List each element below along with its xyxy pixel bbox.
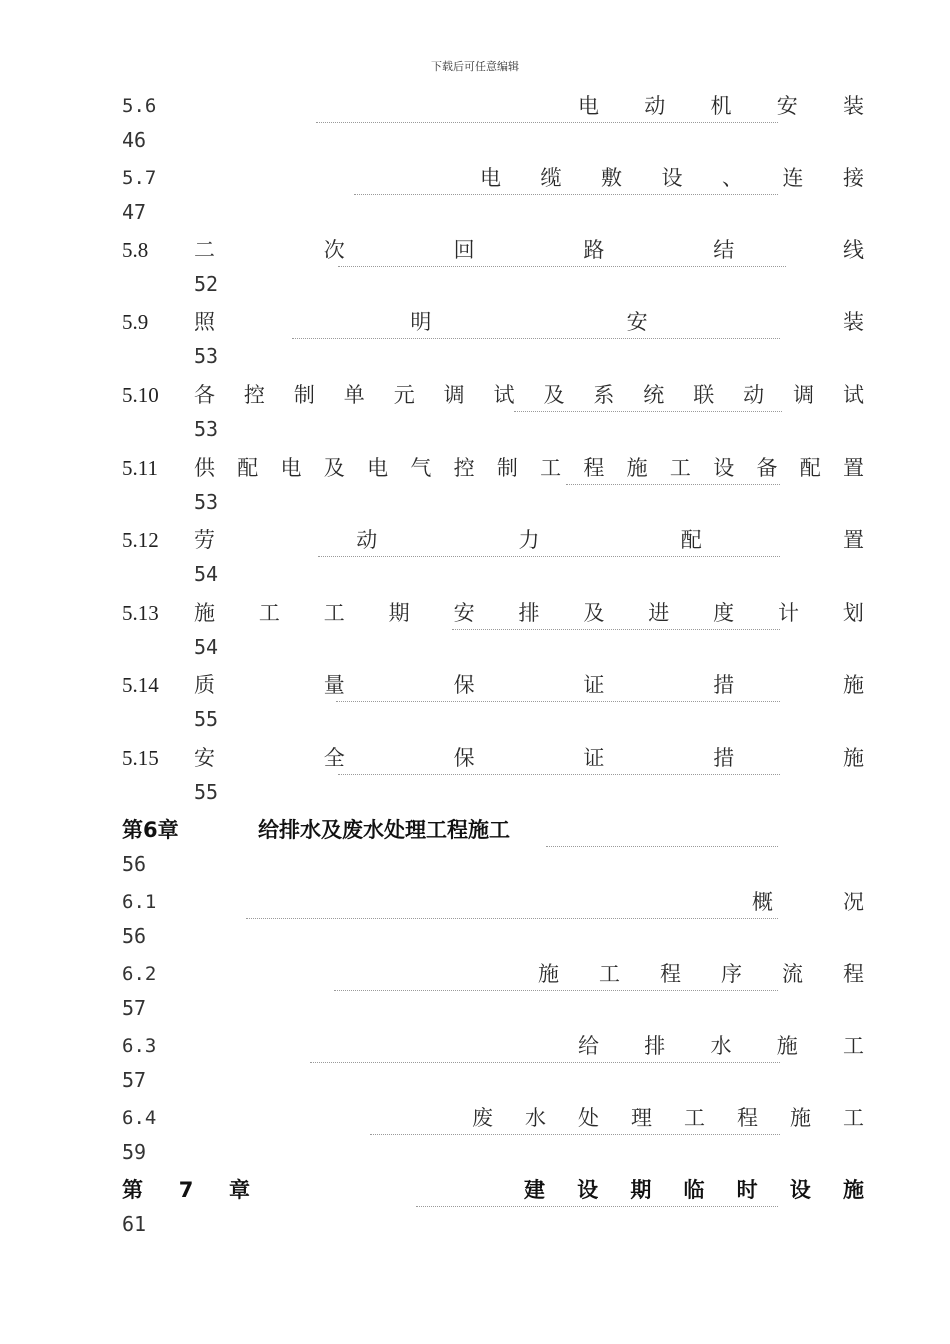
dot-leader (514, 411, 782, 412)
toc-entry[interactable] (0, 524, 950, 586)
dot-leader (334, 990, 778, 991)
dot-leader (338, 266, 786, 267)
title-char: 及 (583, 601, 605, 625)
title-char: 置 (843, 528, 864, 552)
page-number: 59 (122, 1140, 147, 1164)
title-char: 保 (453, 673, 475, 697)
title-char: 工 (258, 601, 280, 625)
title-char: 敷 (601, 166, 622, 190)
section-number: 5.6 (122, 95, 157, 117)
section-number: 5.14 (122, 673, 159, 697)
section-title (194, 456, 864, 480)
title-char: 设 (713, 456, 735, 480)
title-char: 试 (842, 383, 864, 407)
title-char: 劳 (194, 528, 215, 552)
title-char: 工 (684, 1106, 705, 1130)
title-char: 工 (843, 1034, 864, 1058)
toc-entry[interactable] (0, 1030, 950, 1092)
toc-entry[interactable] (0, 742, 950, 804)
toc-entry[interactable] (0, 886, 950, 948)
title-char: 元 (393, 383, 415, 407)
toc-entry[interactable] (0, 1102, 950, 1164)
title-char: 程 (660, 962, 681, 986)
title-char: 质 (194, 673, 215, 697)
title-char: 排 (644, 1034, 666, 1058)
title-char: 及 (323, 456, 345, 480)
section-number: 6.4 (122, 1107, 157, 1129)
toc-entry[interactable] (0, 379, 950, 441)
title-char: 量 (323, 673, 345, 697)
dot-leader (452, 629, 780, 630)
dot-leader (370, 1134, 780, 1135)
title-char: 控 (453, 456, 475, 480)
title-char: 动 (743, 383, 765, 407)
title-char: 施 (842, 1178, 864, 1202)
title-char: 程 (583, 456, 605, 480)
section-title (194, 238, 864, 262)
title-char: 统 (643, 383, 665, 407)
chapter-number-part: 章 (229, 1178, 250, 1202)
title-char: 期 (630, 1178, 652, 1202)
section-number: 5.8 (122, 238, 149, 262)
page-number: 46 (122, 128, 147, 152)
title-char: 施 (538, 962, 559, 986)
toc-entry[interactable] (0, 669, 950, 731)
page-number: 53 (194, 344, 219, 368)
section-number: 5.7 (122, 167, 157, 189)
title-char: 划 (842, 601, 864, 625)
title-char: 次 (323, 238, 345, 262)
title-char: 连 (782, 166, 804, 190)
title-char: 二 (194, 238, 215, 262)
title-char: 程 (843, 962, 864, 986)
title-char: 给 (578, 1034, 599, 1058)
title-char: 电 (480, 166, 501, 190)
title-char: 系 (593, 383, 615, 407)
page-number: 53 (194, 417, 219, 441)
title-char: 工 (540, 456, 562, 480)
title-char: 措 (713, 746, 735, 770)
title-char: 设 (789, 1178, 811, 1202)
title-char: 施 (194, 601, 215, 625)
title-char: 工 (323, 601, 345, 625)
title-char: 建 (524, 1178, 545, 1202)
title-char: 处 (578, 1106, 599, 1130)
title-char: 全 (323, 746, 345, 770)
page-number: 54 (194, 562, 219, 586)
title-char: 安 (194, 746, 215, 770)
title-char: 置 (842, 456, 864, 480)
page-number: 56 (122, 924, 147, 948)
toc-entry[interactable] (0, 162, 950, 224)
title-char: 接 (843, 166, 864, 190)
title-char: 水 (525, 1106, 546, 1130)
title-char: 调 (793, 383, 815, 407)
dot-leader (416, 1206, 778, 1207)
toc-entry[interactable] (0, 958, 950, 1020)
title-char: 缆 (540, 166, 562, 190)
title-char: 电 (280, 456, 302, 480)
page-number: 61 (122, 1212, 147, 1236)
section-number: 5.15 (122, 746, 159, 770)
section-title (194, 528, 864, 552)
title-char: 照 (194, 310, 215, 334)
title-char: 证 (583, 673, 605, 697)
chapter-number: 第6章 (122, 818, 179, 842)
title-char: 程 (737, 1106, 758, 1130)
title-char: 试 (493, 383, 515, 407)
title-char: 证 (583, 746, 605, 770)
title-char: 各 (194, 383, 215, 407)
chapter-number-part: 7 (178, 1178, 194, 1202)
page-header: 下载后可任意编辑 (431, 60, 519, 73)
title-char: 安 (626, 310, 648, 334)
title-char: 气 (410, 456, 432, 480)
title-char: 概 (752, 890, 773, 914)
toc-chapter-entry[interactable] (0, 814, 950, 876)
dot-leader (566, 484, 780, 485)
toc-entry[interactable] (0, 306, 950, 368)
title-char: 进 (648, 601, 670, 625)
title-char: 设 (661, 166, 683, 190)
dot-leader (338, 774, 780, 775)
title-char: 配 (237, 456, 259, 480)
dot-leader (546, 846, 778, 847)
title-char: 控 (243, 383, 265, 407)
title-char: 施 (842, 746, 864, 770)
title-char: 备 (756, 456, 778, 480)
title-char: 电 (578, 94, 599, 118)
dot-leader (354, 194, 778, 195)
title-char: 力 (518, 528, 540, 552)
section-number: 5.13 (122, 601, 159, 625)
section-title (194, 746, 864, 770)
title-char: 装 (842, 310, 864, 334)
title-char: 况 (843, 890, 864, 914)
section-number: 6.2 (122, 963, 157, 985)
section-title (194, 383, 864, 407)
section-title (194, 673, 864, 697)
section-title (538, 962, 864, 986)
section-title (194, 310, 864, 334)
chapter-number-part: 第 (122, 1178, 143, 1202)
section-number: 5.12 (122, 528, 159, 552)
title-char: 、 (722, 166, 743, 190)
title-char: 线 (842, 238, 864, 262)
title-char: 保 (453, 746, 475, 770)
section-number: 5.10 (122, 383, 159, 407)
dot-leader (318, 556, 780, 557)
page-number: 54 (194, 635, 219, 659)
page-number: 57 (122, 1068, 147, 1092)
title-char: 施 (790, 1106, 811, 1130)
toc-entry[interactable] (0, 234, 950, 296)
dot-leader (336, 701, 780, 702)
title-char: 设 (577, 1178, 599, 1202)
title-char: 动 (356, 528, 378, 552)
title-char: 电 (367, 456, 389, 480)
title-char: 配 (799, 456, 821, 480)
title-char: 供 (194, 456, 215, 480)
title-char: 制 (293, 383, 315, 407)
title-char: 度 (713, 601, 735, 625)
title-char: 装 (843, 94, 864, 118)
title-char: 安 (453, 601, 475, 625)
dot-leader (246, 918, 778, 919)
chapter-title: 给排水及废水处理工程施工 (258, 818, 510, 842)
title-char: 排 (518, 601, 540, 625)
title-char: 理 (631, 1106, 652, 1130)
dot-leader (310, 1062, 780, 1063)
dot-leader (292, 338, 780, 339)
toc-entry[interactable] (0, 597, 950, 659)
title-char: 序 (721, 962, 742, 986)
title-char: 动 (644, 94, 666, 118)
toc-chapter-entry[interactable] (0, 1174, 950, 1236)
section-number: 6.1 (122, 891, 157, 913)
title-char: 流 (782, 962, 803, 986)
title-char: 路 (583, 238, 605, 262)
section-number: 5.9 (122, 310, 149, 334)
title-char: 单 (343, 383, 365, 407)
section-title (194, 601, 864, 625)
toc-entry[interactable] (0, 452, 950, 514)
section-title (578, 1034, 864, 1058)
chapter-number (122, 1178, 250, 1202)
title-char: 工 (669, 456, 691, 480)
title-char: 水 (710, 1034, 732, 1058)
title-char: 施 (776, 1034, 798, 1058)
section-title (480, 166, 864, 190)
title-char: 配 (680, 528, 702, 552)
title-char: 机 (710, 94, 732, 118)
section-number: 5.11 (122, 456, 158, 480)
title-char: 施 (626, 456, 648, 480)
page-number: 55 (194, 707, 219, 731)
toc-entry[interactable] (0, 90, 950, 152)
section-title (752, 890, 864, 914)
title-char: 期 (388, 601, 410, 625)
title-char: 及 (543, 383, 565, 407)
section-title (472, 1106, 864, 1130)
title-char: 措 (713, 673, 735, 697)
page-number: 57 (122, 996, 147, 1020)
section-title (578, 94, 864, 118)
chapter-title (524, 1178, 864, 1202)
title-char: 工 (599, 962, 620, 986)
title-char: 安 (776, 94, 798, 118)
page-number: 55 (194, 780, 219, 804)
title-char: 时 (736, 1178, 758, 1202)
title-char: 回 (453, 238, 475, 262)
title-char: 明 (410, 310, 432, 334)
page-number: 53 (194, 490, 219, 514)
title-char: 制 (496, 456, 518, 480)
title-char: 计 (778, 601, 800, 625)
title-char: 工 (843, 1106, 864, 1130)
title-char: 施 (842, 673, 864, 697)
title-char: 联 (693, 383, 715, 407)
title-char: 调 (443, 383, 465, 407)
title-char: 结 (713, 238, 735, 262)
section-number: 6.3 (122, 1035, 157, 1057)
page-number: 52 (194, 272, 219, 296)
page-number: 56 (122, 852, 147, 876)
title-char: 临 (683, 1178, 705, 1202)
dot-leader (316, 122, 778, 123)
title-char: 废 (472, 1106, 493, 1130)
page-number: 47 (122, 200, 147, 224)
